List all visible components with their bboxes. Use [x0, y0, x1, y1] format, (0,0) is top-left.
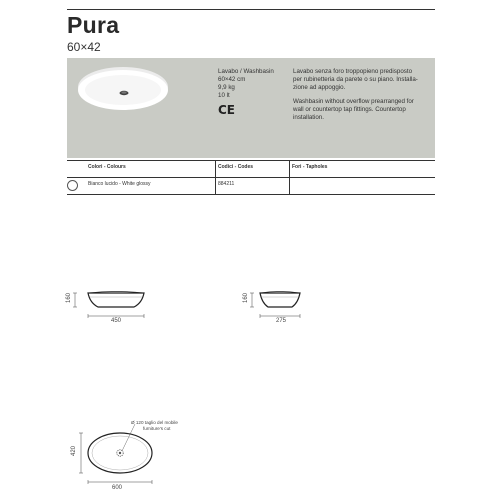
col-divider-1 — [215, 160, 216, 195]
desc-en-1: Washbasin without overflow prearranged for — [293, 98, 414, 105]
spec-dimensions: 60×42 cm — [218, 76, 246, 83]
cut-note — [131, 420, 178, 432]
table-top-rule — [67, 160, 435, 161]
code-value: 884211 — [218, 181, 235, 187]
desc-en-2: wall or countertop tap fittings. Countertop — [293, 106, 406, 113]
desc-it-3: zione ad appoggio. — [293, 84, 346, 91]
product-info-band — [67, 58, 435, 158]
product-size: 60×42 — [67, 40, 101, 54]
side-width-label: 275 — [276, 318, 287, 324]
top-height-label: 420 — [71, 445, 78, 457]
side-height-label: 160 — [243, 292, 250, 304]
spec-left — [218, 68, 274, 117]
colour-value: Bianco lucido - White glossy — [88, 181, 151, 187]
desc-en-3: installation. — [293, 114, 324, 121]
spec-type: Lavabo / Washbasin — [218, 68, 274, 75]
col-divider-2 — [289, 160, 290, 195]
col-header-tapholes: Fori - Tapholes — [292, 164, 328, 170]
washbasin-photo — [77, 64, 169, 116]
side-elevation-drawing — [240, 285, 320, 335]
front-elevation-drawing — [60, 285, 160, 335]
spec-weight: 9,9 kg — [218, 84, 235, 91]
cut-note-it: Ø 120 taglio del mobile — [131, 420, 178, 425]
desc-it-2: per rubinetteria da parete o su piano. Installa- — [293, 76, 418, 83]
spec-volume: 10 lt — [218, 92, 230, 99]
table-header-rule — [67, 177, 435, 178]
col-header-colours: Colori - Colours — [88, 164, 126, 170]
top-width-label: 600 — [112, 485, 123, 491]
product-title: Pura — [67, 12, 120, 38]
front-width-label: 450 — [111, 318, 122, 324]
front-height-label: 160 — [66, 292, 73, 304]
top-rule — [67, 9, 435, 10]
table-bottom-rule — [67, 194, 435, 195]
cut-note-en: furniture's cut — [143, 426, 171, 431]
ce-mark: CE — [218, 103, 236, 117]
desc-it-1: Lavabo senza foro troppopieno predisposto — [293, 68, 413, 75]
col-header-codes: Codici - Codes — [218, 164, 254, 170]
spec-right — [293, 68, 433, 122]
colour-swatch — [67, 180, 78, 191]
